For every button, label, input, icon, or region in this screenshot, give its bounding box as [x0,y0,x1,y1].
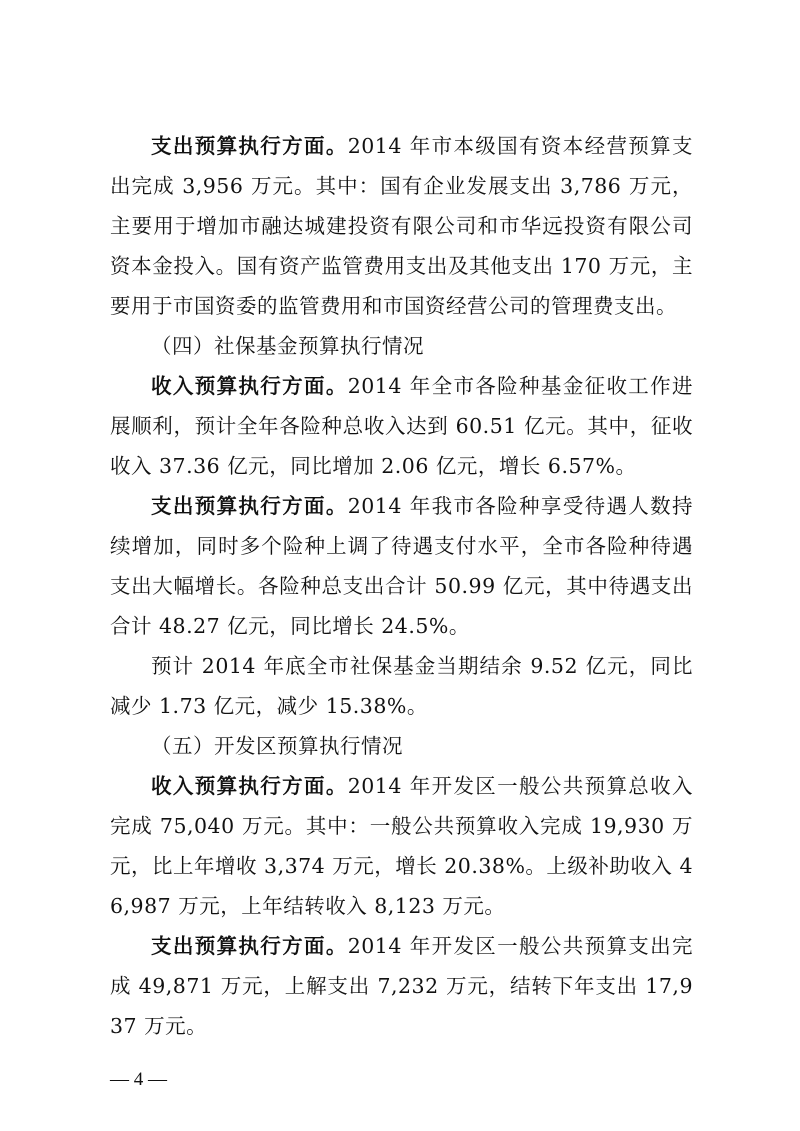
paragraph-social-security-revenue [110,366,693,486]
paragraph-text: 2014 年开发区一般公共预算总收入完成 75,040 万元。其中：一般公共预算收入完成 19,930 万元，比上年增收 3,374 万元，增长 20.38%。上级补助收入 46,987 万元，上年结转收入 8,123 万元。 [110,774,694,918]
paragraph-text: 2014 年全市各险种基金征收工作进展顺利，预计全年各险种总收入达到 60.51 亿元。其中，征收收入 37.36 亿元，同比增加 2.06 亿元，增长 6.57%。 [110,374,694,478]
paragraph-social-security-balance [110,646,693,726]
paragraph-text: 预计 2014 年底全市社保基金当期结余 9.52 亿元，同比减少 1.73 亿元，减少 15.38%。 [110,654,693,718]
section-heading-social-security: （四）社保基金预算执行情况 [151,334,424,358]
paragraph-development-zone-expenditure [110,926,693,1046]
paragraph-text: 2014 年我市各险种享受待遇人数持续增加，同时多个险种上调了待遇支付水平，全市各险种待遇支出大幅增长。各险种总支出合计 50.99 亿元，其中待遇支出合计 48.27 亿元，同比增长 24.5%。 [110,494,694,638]
paragraph-lead: 收入预算执行方面。 [151,374,348,398]
paragraph-social-security-expenditure [110,486,693,646]
section-heading-development-zone: （五）开发区预算执行情况 [151,734,403,758]
paragraph-text: 2014 年开发区一般公共预算支出完成 49,871 万元，上解支出 7,232 万元，结转下年支出 17,937 万元。 [110,934,694,1038]
paragraph-lead: 支出预算执行方面。 [151,134,348,158]
page-number: — 4 — [110,1069,167,1090]
document-body [110,126,693,1046]
paragraph-lead: 收入预算执行方面。 [151,774,348,798]
paragraph-text: 2014 年市本级国有资本经营预算支出完成 3,956 万元。其中：国有企业发展支出 3,786 万元，主要用于增加市融达城建投资有限公司和市华远投资有限公司资本金投入。国有资产监管费用支出及其他支出 170 万元，主要用于市国资委的监管费用和市国资经营公司的管理费支出。 [110,134,694,318]
paragraph-lead: 支出预算执行方面。 [151,494,348,518]
paragraph-state-capital-expenditure [110,126,693,326]
paragraph-lead: 支出预算执行方面。 [151,934,348,958]
paragraph-development-zone-revenue [110,766,693,926]
